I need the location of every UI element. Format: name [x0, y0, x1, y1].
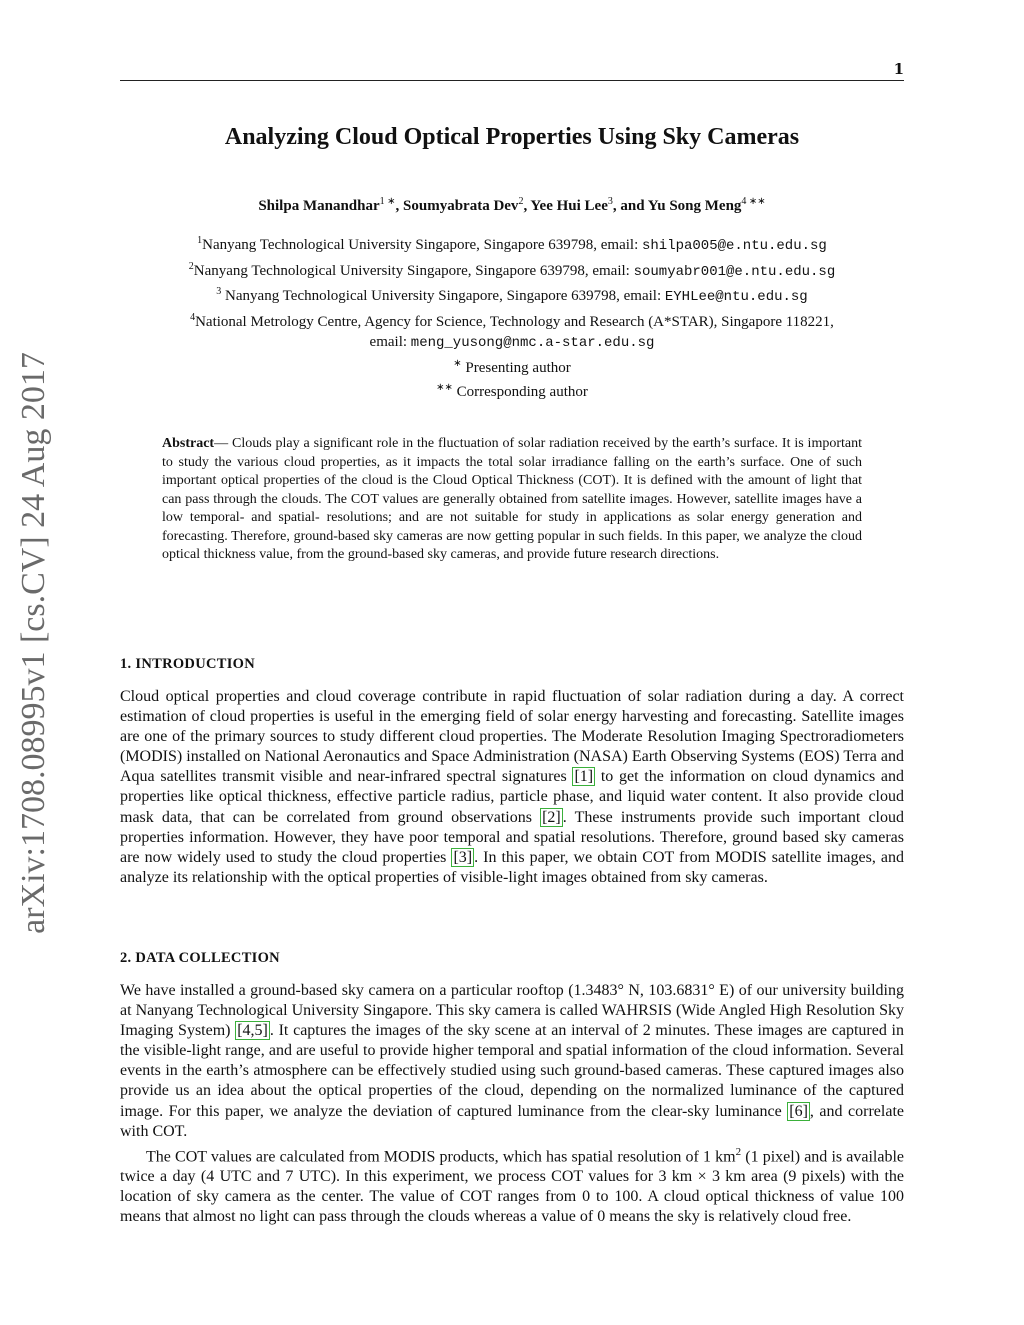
- affiliation-line: $^4$National Metrology Centre, Agency for Science, Technology and Research (A*STAR), Singapore 118221,: [190, 311, 834, 330]
- author-name: Yee Hui Lee: [530, 198, 608, 214]
- abstract-text: — Clouds play a significant role in the fluctuation of solar radiation received by the earth’s surface. It is important to study the various cloud properties, as it impacts the total solar irradiance falling on the earth’s surface. One of such important optical properties of the cloud is the Cloud Optical Thickness (COT). It is defined with the amount of light that can pass through the clouds. The COT values are generally obtained from satellite images. However, satellite images have a low temporal- and spatial- resolutions; and are not suitable for study in applications as solar energy generation and forecasting. Therefore, ground-based sky cameras are now getting popular in such fields. In this paper, we analyze the cloud optical thickness value, from the ground-based sky cameras, and provide future research directions.: [162, 436, 862, 562]
- affiliations: [120, 231, 904, 403]
- author-affil-mark: 3: [607, 196, 613, 207]
- author-list: Shilpa Manandhar$^{1 ∗}$, Soumyabrata Dev$^2$, Yee Hui Lee$^3$, and Yu Song Meng$^{4 ∗∗}$: [258, 196, 766, 214]
- author-name: Soumyabrata Dev: [403, 198, 519, 214]
- presenting-author-note: ∗ Presenting author: [453, 357, 571, 376]
- paragraph: We have installed a ground-based sky camera on a particular rooftop (1.3483° N, 103.6831° E) of our university building at Nanyang Technological University Singapore. This sky camera is called WAHRSIS (Wide Angled High Resolution Sky Imaging System) [4,5] . It captures the images of the sky scene at an interval of 2 minutes. These images are captured in the visible-light range, and are useful to provide higher temporal and spatial information of the cloud information. Several events in the earth’s atmosphere can be effectively studied using such ground-based cameras. These captured images also provide us an idea about the optical properties of the cloud, depending on the normalized luminance of the captured image. For this paper, we analyze the deviation of captured luminance from the clear-sky luminance [6] , and correlate with COT.: [120, 982, 905, 1140]
- author-affil-mark: 4 ∗∗: [741, 196, 766, 207]
- arxiv-stamp: [14, 345, 54, 940]
- arxiv-stamp-text[interactable]: arXiv:1708.08995v1 [cs.CV] 24 Aug 2017: [15, 351, 52, 934]
- author-name: Yu Song Meng: [647, 198, 742, 214]
- affiliation-line: $^1$Nanyang Technological University Singapore, Singapore 639798, email: shilpa005@e.ntu.edu.sg: [197, 235, 827, 254]
- header-rule: [120, 80, 904, 81]
- affiliation-line: $^3$ Nanyang Technological University Singapore, Singapore 639798, email: EYHLee@ntu.edu.sg: [216, 286, 808, 305]
- abstract-label: Abstract: [162, 436, 215, 451]
- abstract: [162, 435, 862, 565]
- introduction-body: [120, 687, 904, 888]
- affiliation-line: $^2$Nanyang Technological University Singapore, Singapore 639798, email: soumyabr001@e.ntu.edu.sg: [188, 260, 836, 280]
- author-affil-mark: 2: [518, 196, 524, 207]
- paragraph: The COT values are calculated from MODIS products, which has spatial resolution of 1 $km^2$ (1 pixel) and is available twice a day (4 UTC and 7 UTC). In this experiment, we process COT values for 3 km × 3 km area (9 pixels) with the location of sky camera as the center. The value of COT ranges from 0 to 100. A cloud optical thickness of value 100 means that almost no light can pass through the clouds whereas a value of 0 means the sky is relatively cloud free.: [120, 1145, 905, 1226]
- data-collection-body: [120, 981, 904, 1227]
- email-link[interactable]: meng_yusong@nmc.a-star.edu.sg: [410, 335, 655, 351]
- affiliation-line: email: meng_yusong@nmc.a-star.edu.sg: [369, 334, 655, 351]
- citation-link[interactable]: [6]: [789, 1102, 808, 1120]
- corresponding-author-note: ∗∗ Corresponding author: [436, 382, 588, 400]
- citation-link[interactable]: [3]: [453, 848, 473, 866]
- email-link[interactable]: shilpa005@e.ntu.edu.sg: [641, 238, 827, 254]
- paragraph: Cloud optical properties and cloud coverage contribute in rapid fluctuation of solar radiation during a day. A correct estimation of cloud properties is useful in the emerging field of solar energy harvesting and forecasting. Satellite images are one of the primary sources to study different cloud properties. The Moderate Resolution Imaging Spectroradiometers (MODIS) installed on National Aeronautics and Space Administration (NASA) Earth Observing Systems (EOS) Terra and Aqua satellites transmit visible and near-infrared spectral signatures [1] to get the information on cloud dynamics and properties like optical thickness, effective particle radius, particle phase, and liquid water content. It also provide cloud mask data, that can be correlated from ground observations [2] . These instruments provide such important cloud properties information. However, they have poor temporal and spatial resolutions. Therefore, ground based sky cameras are now widely used to study the cloud properties [3] . In this paper, we obtain COT from MODIS satellite images, and analyze its relationship with the optical properties of visible-light images obtained from sky cameras.: [120, 688, 904, 886]
- paper-title: Analyzing Cloud Optical Properties Using Sky Cameras: [224, 124, 800, 150]
- section-heading-data-collection: 2. DATA COLLECTION: [120, 950, 280, 966]
- email-link[interactable]: soumyabr001@e.ntu.edu.sg: [633, 263, 836, 280]
- email-link[interactable]: EYHLee@ntu.edu.sg: [664, 289, 808, 305]
- citation-link[interactable]: [4,5]: [237, 1022, 268, 1040]
- author-affil-mark: 1 ∗: [379, 196, 396, 207]
- section-heading-introduction: 1. INTRODUCTION: [120, 656, 256, 672]
- author-name: Shilpa Manandhar: [258, 198, 380, 214]
- citation-link[interactable]: [2]: [542, 808, 561, 826]
- page-number: 1: [893, 60, 904, 78]
- citation-link[interactable]: [1]: [574, 768, 594, 786]
